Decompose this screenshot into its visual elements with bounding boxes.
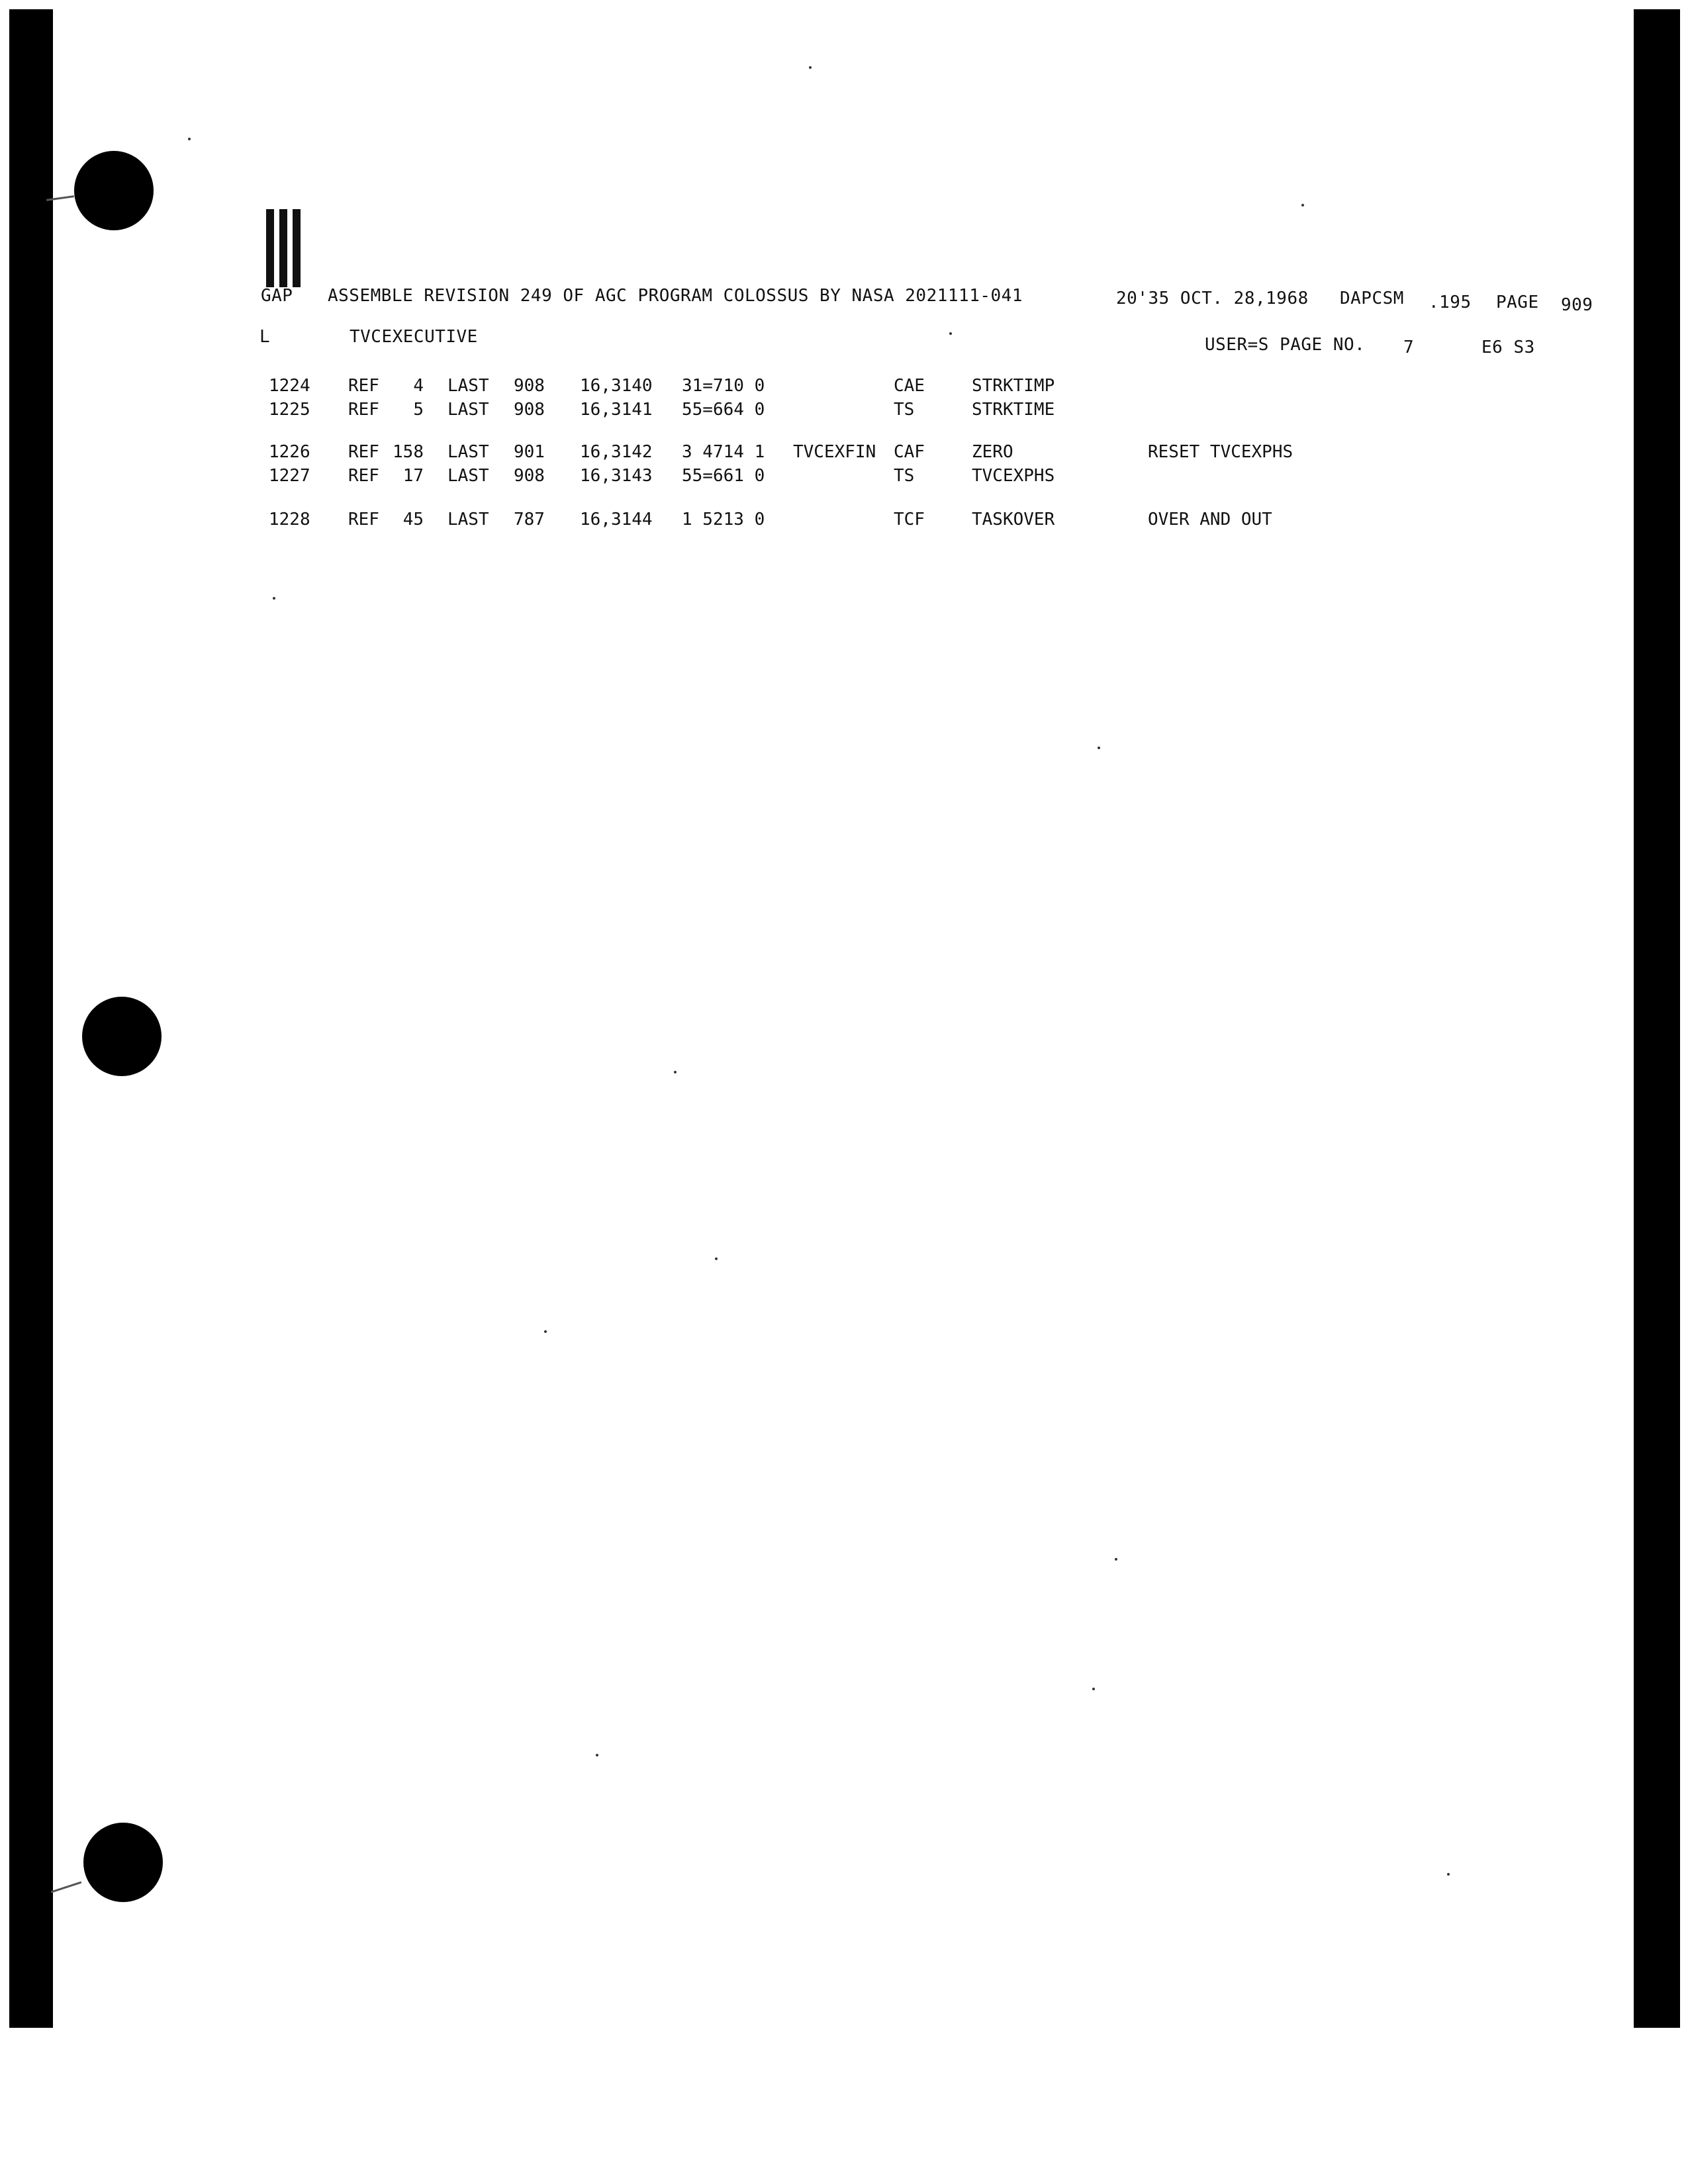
octal-value: 55=661 0	[682, 466, 765, 486]
scan-speck	[715, 1257, 718, 1260]
line-number: 1228	[269, 510, 310, 529]
comment: OVER AND OUT	[1148, 510, 1272, 529]
scan-speck	[674, 1071, 677, 1073]
scan-speck	[596, 1754, 598, 1756]
punch-hole-top	[74, 151, 154, 230]
left-scan-edge	[9, 9, 53, 2028]
last-keyword: LAST	[447, 400, 489, 420]
program-code: .195	[1429, 293, 1472, 312]
operand: STRKTIMP	[972, 376, 1055, 396]
punch-hole-bottom	[83, 1823, 163, 1902]
octal-value: 1 5213 0	[682, 510, 765, 529]
ref-keyword: REF	[348, 400, 379, 420]
octal-value: 55=664 0	[682, 400, 765, 420]
comment: RESET TVCEXPHS	[1148, 442, 1293, 462]
operand: TVCEXPHS	[972, 466, 1055, 486]
scan-mark	[51, 1882, 82, 1893]
scan-speck	[1092, 1688, 1095, 1690]
address: 16,3140	[580, 376, 653, 396]
opcode: TS	[894, 466, 915, 486]
ref-count: 45	[402, 510, 424, 529]
last-number: 901	[514, 442, 545, 462]
opcode: TS	[894, 400, 915, 420]
last-keyword: LAST	[447, 510, 489, 529]
ref-keyword: REF	[348, 376, 379, 396]
last-keyword: LAST	[447, 376, 489, 396]
opcode: CAF	[894, 442, 925, 462]
line-number: 1226	[269, 442, 310, 462]
ref-keyword: REF	[348, 442, 379, 462]
scan-speck	[273, 597, 275, 600]
program-name: DAPCSM	[1340, 289, 1404, 308]
address: 16,3144	[580, 510, 653, 529]
ref-count: 158	[393, 442, 424, 462]
ref-count: 4	[413, 376, 424, 396]
section-name: TVCEXECUTIVE	[350, 327, 478, 347]
page-label: PAGE	[1496, 293, 1539, 312]
opcode: CAE	[894, 376, 925, 396]
scan-speck	[949, 332, 952, 335]
last-keyword: LAST	[447, 466, 489, 486]
punch-hole-middle	[82, 997, 162, 1076]
listing-marker: L	[259, 327, 271, 347]
line-number: 1224	[269, 376, 310, 396]
barcode-mark	[266, 209, 306, 287]
octal-value: 31=710 0	[682, 376, 765, 396]
last-keyword: LAST	[447, 442, 489, 462]
ref-count: 17	[402, 466, 424, 486]
operand: TASKOVER	[972, 510, 1055, 529]
corner-mark: GAP	[261, 286, 293, 306]
right-scan-edge	[1634, 9, 1680, 2028]
last-number: 908	[514, 400, 545, 420]
operand: ZERO	[972, 442, 1013, 462]
scan-speck	[544, 1330, 547, 1333]
opcode: TCF	[894, 510, 925, 529]
scan-speck	[1447, 1873, 1450, 1876]
address: 16,3143	[580, 466, 653, 486]
page-title: ASSEMBLE REVISION 249 OF AGC PROGRAM COLOSSUS BY NASA 2021111-041	[328, 286, 1023, 306]
sheet-code: E6 S3	[1481, 338, 1535, 357]
operand: STRKTIME	[972, 400, 1055, 420]
octal-value: 3 4714 1	[682, 442, 765, 462]
line-number: 1225	[269, 400, 310, 420]
symbol-label: TVCEXFIN	[793, 442, 876, 462]
last-number: 787	[514, 510, 545, 529]
scan-speck	[188, 138, 191, 140]
timestamp: 20'35 OCT. 28,1968	[1116, 289, 1309, 308]
users-page-number: 7	[1403, 338, 1415, 357]
users-page-label: USER=S PAGE NO.	[1205, 335, 1366, 355]
ref-count: 5	[413, 400, 424, 420]
page-number: 909	[1561, 295, 1593, 315]
last-number: 908	[514, 466, 545, 486]
scan-speck	[1301, 204, 1304, 206]
address: 16,3142	[580, 442, 653, 462]
scan-speck	[809, 66, 812, 69]
line-number: 1227	[269, 466, 310, 486]
ref-keyword: REF	[348, 510, 379, 529]
address: 16,3141	[580, 400, 653, 420]
scan-speck	[1115, 1558, 1117, 1561]
last-number: 908	[514, 376, 545, 396]
ref-keyword: REF	[348, 466, 379, 486]
scan-speck	[1098, 747, 1100, 749]
